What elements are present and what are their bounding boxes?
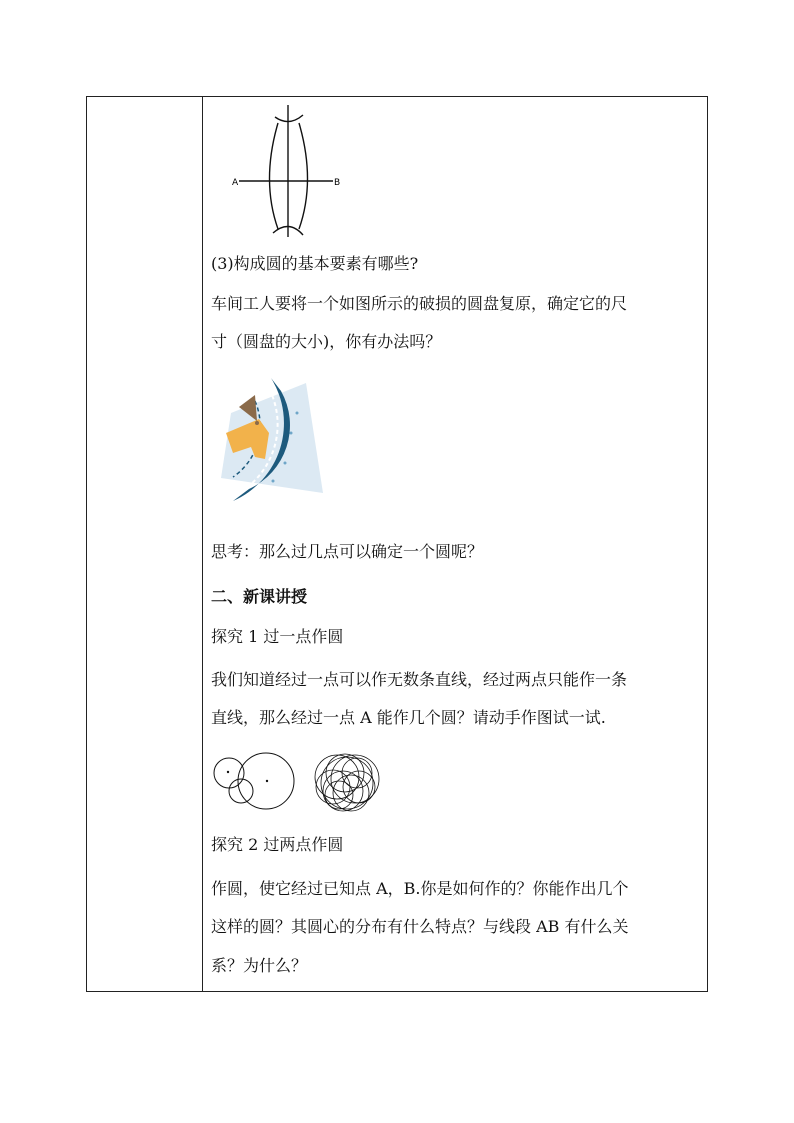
workshop-text-line1: 车间工人要将一个如图所示的破损的圆盘复原，确定它的尺 (211, 294, 628, 313)
perpendicular-bisector-figure (223, 103, 343, 243)
explore-1-line2: 直线，那么经过一点 A 能作几个圆？请动手作图试一试. (211, 708, 606, 727)
explore-2-title: 探究 2 过两点作圆 (211, 835, 344, 854)
think-question: 思考：那么过几点可以确定一个圆呢？ (211, 542, 484, 561)
broken-disk-illustration (211, 373, 326, 508)
workshop-text-line2: 寸（圆盘的大小)，你有办法吗？ (211, 332, 442, 351)
explore-2-line2: 这样的圆？其圆心的分布有什么特点？与线段 AB 有什么关 (211, 917, 629, 936)
explore-1-title: 探究 1 过一点作圆 (211, 627, 344, 646)
label-b: B (334, 178, 341, 188)
explore-2-line1: 作圆，使它经过已知点 A，B.你是如何作的？你能作出几个 (211, 879, 629, 898)
question-3: (3)构成圆的基本要素有哪些? (211, 254, 419, 273)
column-divider (202, 97, 203, 991)
explore-2-line3: 系？为什么？ (211, 956, 308, 975)
section-2-heading: 二、新课讲授 (211, 587, 308, 606)
label-a: A (232, 178, 239, 188)
circles-through-point-figure (211, 749, 391, 821)
lesson-table (86, 96, 708, 992)
explore-1-line1: 我们知道经过一点可以作无数条直线，经过两点只能作一条 (211, 670, 628, 689)
content-cell (211, 97, 705, 991)
